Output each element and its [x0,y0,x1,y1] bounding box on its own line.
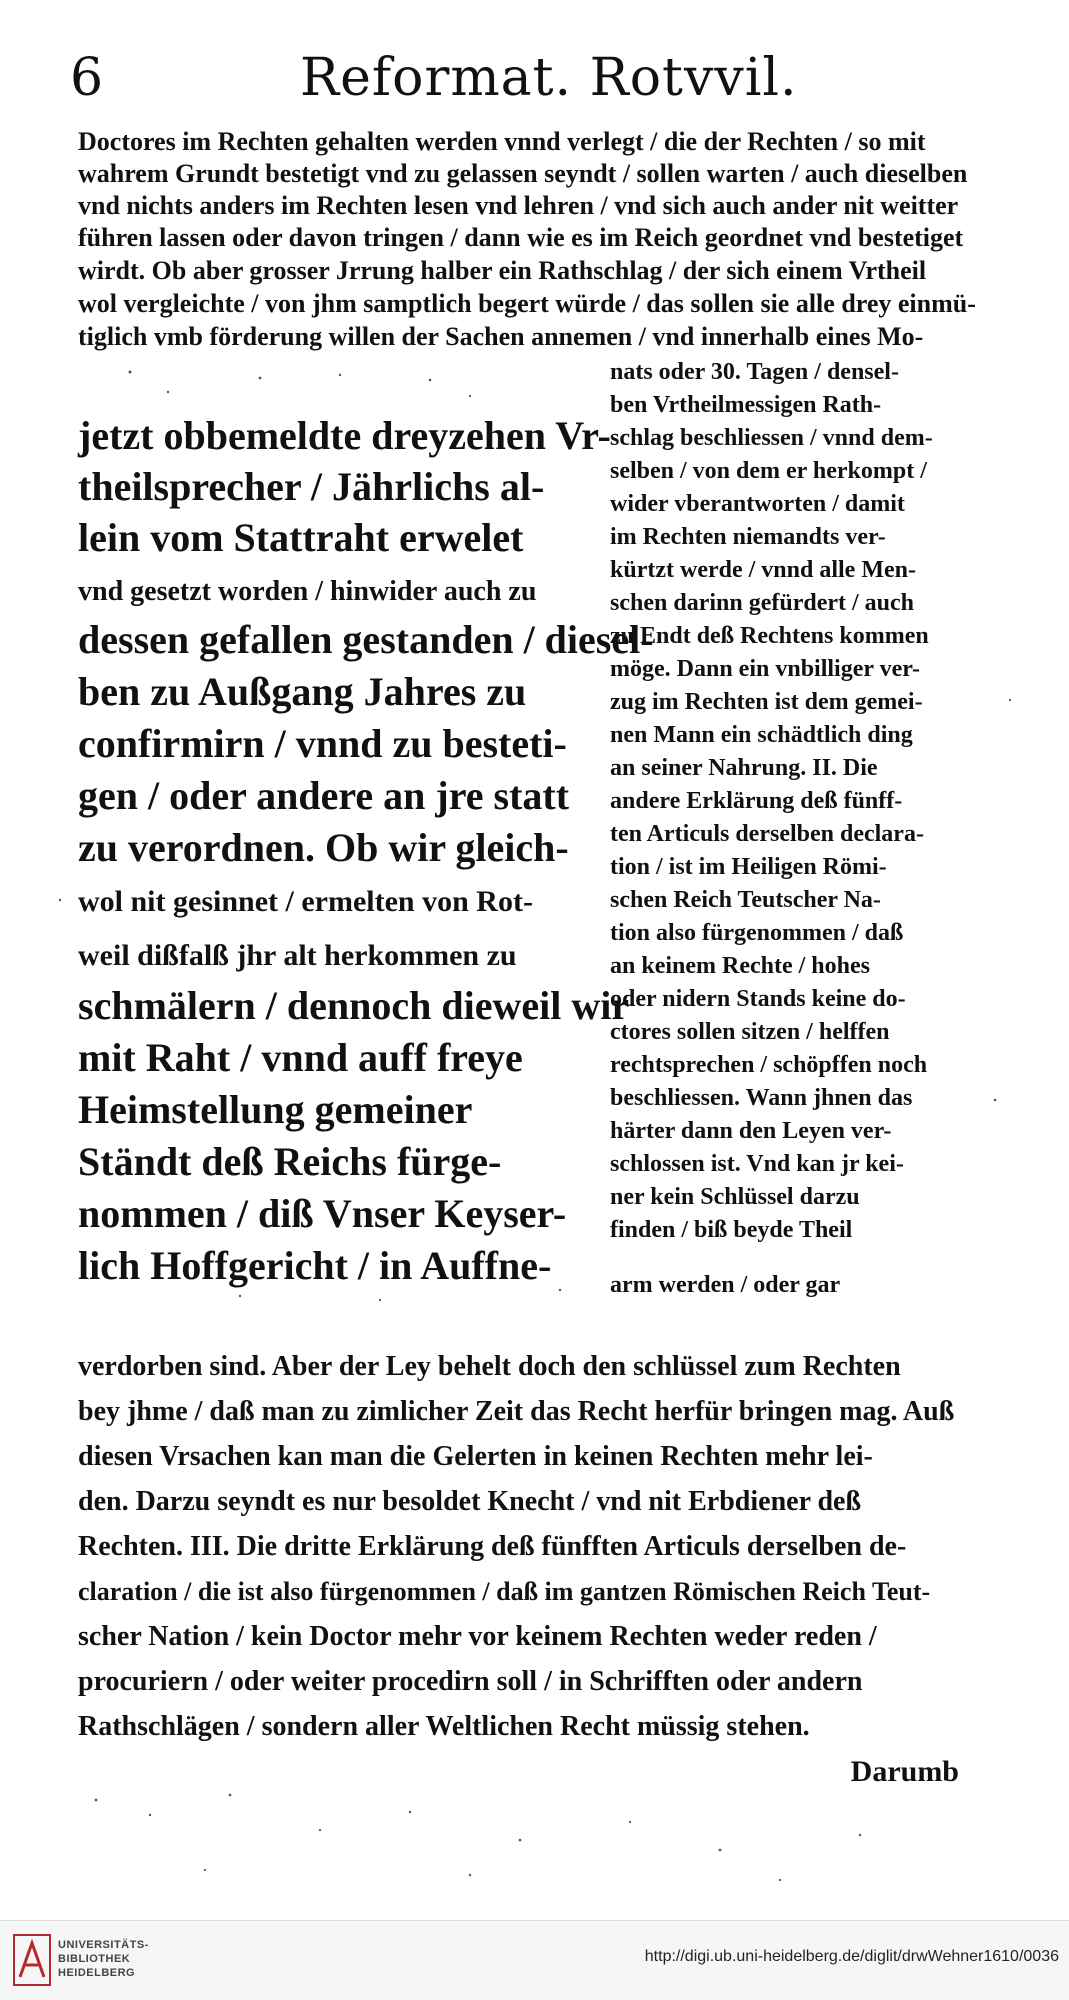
text-line: zu verordnen. Ob wir gleich- [78,825,569,870]
catchword: Darumb [850,1755,959,1788]
page-number: 6 [70,48,104,108]
text-line: ben Vrtheilmessigen Rath- [610,392,882,418]
text-line: Ständt deß Reichs fürge- [78,1139,502,1184]
text-line: jetzt obbemeldte dreyzehen Vr- [78,413,611,458]
text-line: weil dißfalß jhr alt herkommen zu [78,939,517,972]
text-line: nommen / diß Vnser Keyser- [78,1191,567,1236]
text-line: im Rechten niemandts ver- [610,524,886,550]
university-seal-icon [12,1931,52,1989]
text-line: nats oder 30. Tagen / densel- [610,359,899,385]
text-line: selben / von dem er herkompt / [610,458,927,484]
text-line: tion also fürgenommen / daß [610,920,904,946]
text-line: schlag beschliessen / vnnd dem- [610,425,933,451]
text-line: beschliessen. Wann jhnen das [610,1085,913,1111]
text-line: wol nit gesinnet / ermelten von Rot- [78,885,533,918]
text-line: den. Darzu seyndt es nur besoldet Knecht / vnd nit Erbdiener deß [78,1486,862,1517]
running-title: Reformat. Rotvvil. [300,48,798,108]
text-line: zu Endt deß Rechtens kommen [610,623,929,649]
text-line: Rechten. III. Die dritte Erklärung deß fünfften Articuls derselben de- [78,1531,907,1562]
text-line: ben zu Außgang Jahres zu [78,669,527,714]
text-line: führen lassen oder davon tringen / dann wie es im Reich geordnet vnd bestetiget [78,223,964,252]
text-line: lein vom Stattraht erwelet [78,515,524,560]
text-line: tiglich vmb förderung willen der Sachen annemen / vnd innerhalb eines Mo- [78,322,924,351]
text-line: härter dann den Leyen ver- [610,1118,892,1144]
text-line: schen Reich Teutscher Na- [610,887,881,913]
text-line: vnd nichts anders im Rechten lesen vnd lehren / vnd sich auch ander nit weitter [78,191,959,220]
text-line: möge. Dann ein vnbilliger ver- [610,656,920,682]
logo-line: HEIDELBERG [58,1967,136,1979]
text-line: arm werden / oder gar [610,1272,841,1298]
text-line: schlossen ist. Vnd kan jr kei- [610,1151,904,1177]
text-line: Rathschlägen / sondern aller Weltlichen Recht müssig stehen. [78,1711,810,1742]
text-line: wol vergleichte / von jhm samptlich begert würde / das sollen sie alle drey einmü- [78,289,976,318]
text-line: rechtsprechen / schöpffen noch [610,1052,928,1078]
text-line: Heimstellung gemeiner [78,1087,473,1132]
text-line: zug im Rechten ist dem gemei- [610,689,923,715]
text-line: nen Mann ein schädtlich ding [610,722,913,748]
text-line: kürtzt werde / vnnd alle Men- [610,557,916,583]
text-line: diesen Vrsachen kan man die Gelerten in keinen Rechten mehr lei- [78,1441,873,1472]
permalink-url[interactable]: http://digi.ub.uni-heidelberg.de/diglit/drwWehner1610/0036 [644,1948,1059,1965]
text-line: ner kein Schlüssel darzu [610,1184,860,1210]
text-line: schmälern / dennoch dieweil wir [78,983,630,1028]
text-line: wahrem Grundt bestetigt vnd zu gelassen seyndt / sollen warten / auch dieselben [78,159,968,188]
text-line: Doctores im Rechten gehalten werden vnnd verlegt / die der Rechten / so mit [78,127,926,156]
library-footer [0,1920,1069,2000]
text-line: an seiner Nahrung. II. Die [610,755,878,781]
text-line: an keinem Rechte / hohes [610,953,870,979]
text-line: scher Nation / kein Doctor mehr vor keinem Rechten weder reden / [78,1621,877,1652]
logo-line: BIBLIOTHEK [58,1953,131,1965]
text-line: andere Erklärung deß fünff- [610,788,903,814]
text-line: ctores sollen sitzen / helffen [610,1019,890,1045]
text-line: vnd gesetzt worden / hinwider auch zu [78,576,537,607]
text-line: mit Raht / vnnd auff freye [78,1035,523,1080]
library-logo-text [58,1938,178,1980]
text-line: theilsprecher / Jährlichs al- [78,464,545,509]
text-line: wirdt. Ob aber grosser Jrrung halber ein Rathschlag / der sich einem Vrtheil [78,256,927,285]
text-line: claration / die ist also fürgenommen / daß im gantzen Römischen Reich Teut- [78,1577,931,1606]
text-line: oder nidern Stands keine do- [610,986,906,1012]
text-line: verdorben sind. Aber der Ley behelt doch den schlüssel zum Rechten [78,1351,901,1382]
text-line: schen darinn gefürdert / auch [610,590,915,616]
text-line: procuriern / oder weiter procedirn soll / in Schrifften oder andern [78,1666,863,1697]
text-line: wider vberantworten / damit [610,491,905,517]
logo-line: UNIVERSITÄTS- [58,1939,149,1951]
text-line: confirmirn / vnnd zu besteti- [78,721,567,766]
text-line: bey jhme / daß man zu zimlicher Zeit das Recht herfür bringen mag. Auß [78,1396,955,1427]
text-line: gen / oder andere an jre statt [78,773,570,818]
text-line: dessen gefallen gestanden / diesel- [78,617,654,662]
text-line: finden / biß beyde Theil [610,1217,853,1243]
text-line: lich Hoffgericht / in Auffne- [78,1243,552,1288]
page-header [70,46,970,116]
text-line: tion / ist im Heiligen Römi- [610,854,887,880]
text-line: ten Articuls derselben declara- [610,821,924,847]
